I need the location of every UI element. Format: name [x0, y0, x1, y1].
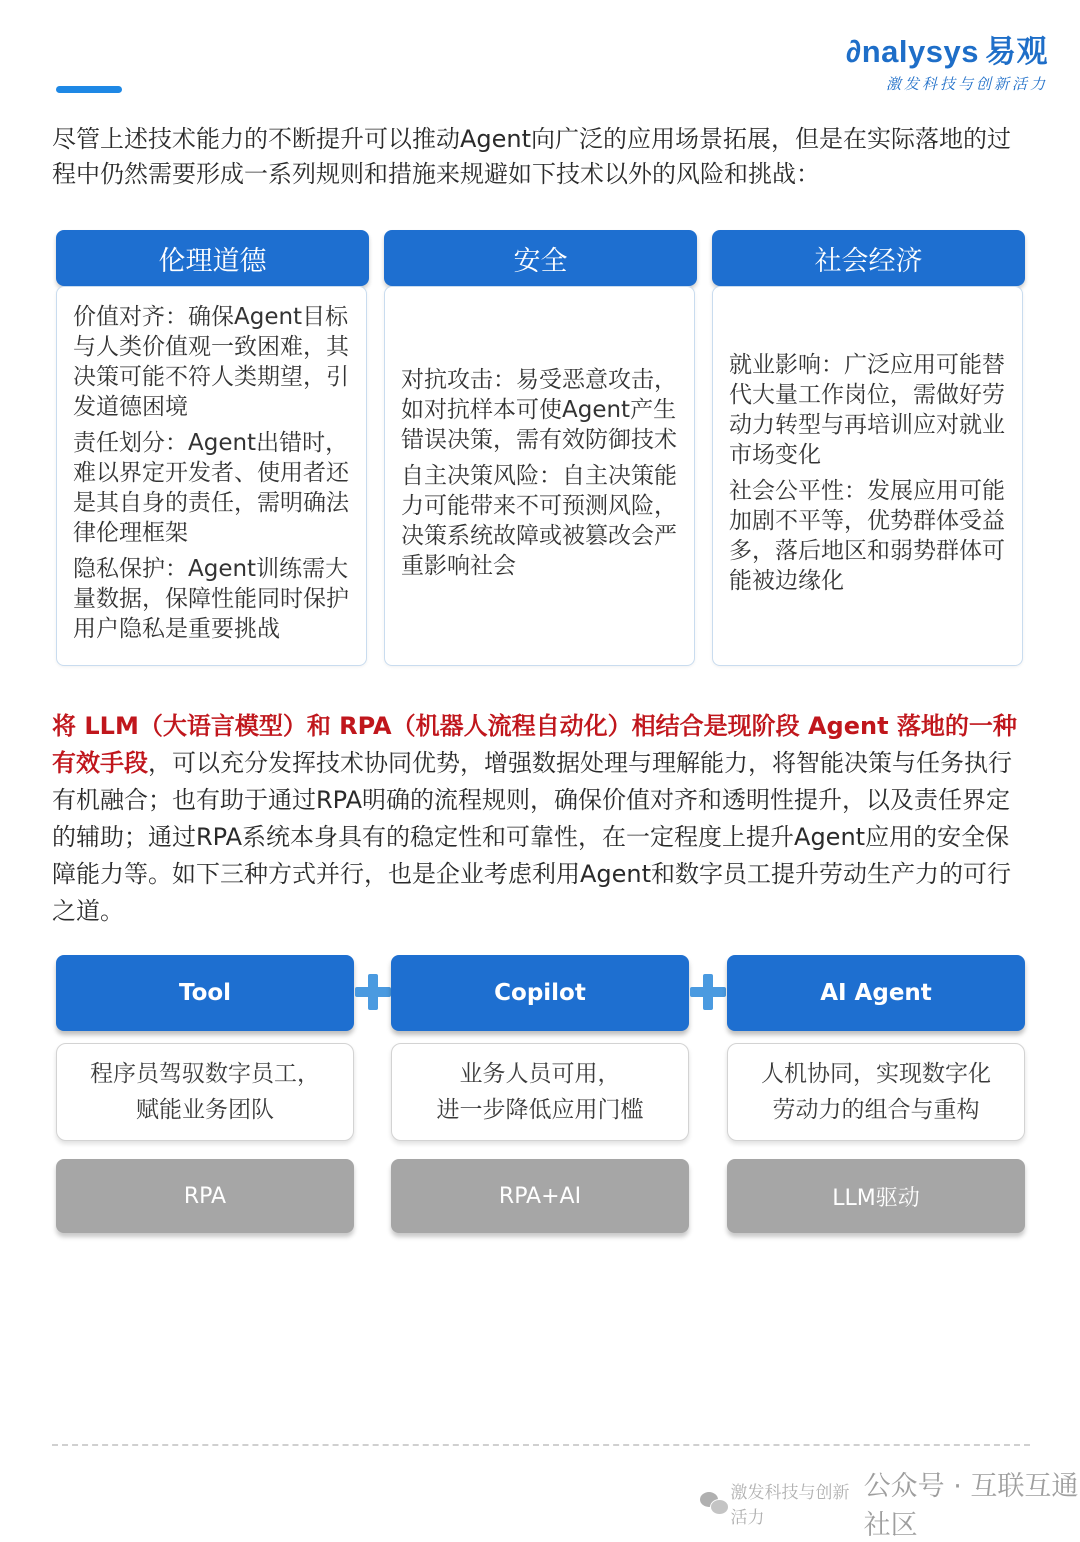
card-socioeconomic [712, 230, 1025, 668]
mode-desc-line: 赋能业务团队 [136, 1097, 274, 1123]
llm-rpa-paragraph [52, 708, 1032, 930]
mode-tech: RPA+AI [391, 1159, 689, 1233]
accent-bar [56, 86, 122, 93]
card-body [56, 286, 367, 666]
card-title: 安全 [384, 230, 697, 286]
card-security [384, 230, 697, 668]
card-body [712, 286, 1023, 666]
footer-divider [52, 1444, 1030, 1446]
brand-logo [846, 26, 1048, 94]
mode-tech: LLM驱动 [727, 1159, 1025, 1233]
watermark-main: 公众号 · 互联互通社区 [863, 1471, 1079, 1541]
mode-desc-line: 进一步降低应用门槛 [436, 1097, 644, 1123]
card-item: 社会公平性：发展应用可能加剧不平等，优势群体受益多，落后地区和弱势群体可能被边缘化 [729, 478, 1005, 594]
mode-desc-line: 程序员驾驭数字员工， [90, 1061, 320, 1087]
mode-desc-line: 劳动力的组合与重构 [772, 1097, 980, 1123]
card-item: 自主决策风险：自主决策能力可能带来不可预测风险，决策系统故障或被篡改会严重影响社会 [401, 463, 677, 579]
mode-tech: RPA [56, 1159, 354, 1233]
card-item: 隐私保护：Agent训练需大量数据，保障性能同时保护用户隐私是重要挑战 [73, 556, 349, 642]
mode-description [391, 1043, 689, 1141]
plus-icon [355, 974, 391, 1010]
logo-brand-text: nalysys [861, 34, 979, 69]
plus-icon [690, 974, 726, 1010]
mode-desc-line: 人机协同，实现数字化 [761, 1061, 991, 1087]
wechat-icon [700, 1492, 723, 1514]
intro-paragraph: 尽管上述技术能力的不断提升可以推动Agent向广泛的应用场景拓展，但是在实际落地的过程中仍然需要形成一系列规则和措施来规避如下技术以外的风险和挑战： [52, 125, 1012, 188]
card-item: 对抗攻击：易受恶意攻击，如对抗样本可使Agent产生错误决策，需有效防御技术 [401, 367, 677, 453]
card-item: 价值对齐：确保Agent目标与人类价值观一致困难，其决策可能不符人类期望，引发道德困境 [73, 304, 349, 420]
card-item: 责任划分：Agent出错时，难以界定开发者、使用者还是其自身的责任，需明确法律伦理框架 [73, 430, 349, 546]
paragraph-text: ，可以充分发挥技术协同优势，增强数据处理与理解能力，将智能决策与任务执行有机融合；也有助于通过RPA明确的流程规则，确保价值对齐和透明性提升，以及责任界定的辅助；通过RPA系统本身具有的稳定性和可靠性，在一定程度上提升Agent应用的安全保障能力等。如下三种方式并行，也是企业考虑利用Agent和数字员工提升劳动生产力的可行之道。 [52, 749, 1012, 925]
card-body [384, 286, 695, 666]
mode-title: Tool [56, 955, 354, 1031]
mode-title: Copilot [391, 955, 689, 1031]
highlight-text: 将 LLM（大语言模型）和 RPA（机器人流程自动化）相结合是现阶段 Agent 落地的一种有效手段 [52, 712, 1017, 777]
logo-chinese-text: 易观 [985, 34, 1048, 69]
watermark-sub: 激发科技与创新活力 [730, 1483, 850, 1528]
card-title: 社会经济 [712, 230, 1025, 286]
card-item: 就业影响：广泛应用可能替代大量工作岗位，需做好劳动力转型与再培训应对就业市场变化 [729, 352, 1005, 468]
card-title: 伦理道德 [56, 230, 369, 286]
mode-ai-agent [727, 955, 1025, 1233]
mode-desc-line: 业务人员可用， [459, 1061, 621, 1087]
mode-title: AI Agent [727, 955, 1025, 1031]
watermark [700, 1464, 1080, 1542]
card-ethics [56, 230, 369, 668]
logo-tagline: 激发科技与创新活力 [885, 75, 1048, 93]
mode-description [56, 1043, 354, 1141]
mode-description [727, 1043, 1025, 1141]
logo-a-mark: ∂ [845, 34, 862, 69]
mode-copilot [391, 955, 689, 1233]
mode-tool [56, 955, 354, 1233]
